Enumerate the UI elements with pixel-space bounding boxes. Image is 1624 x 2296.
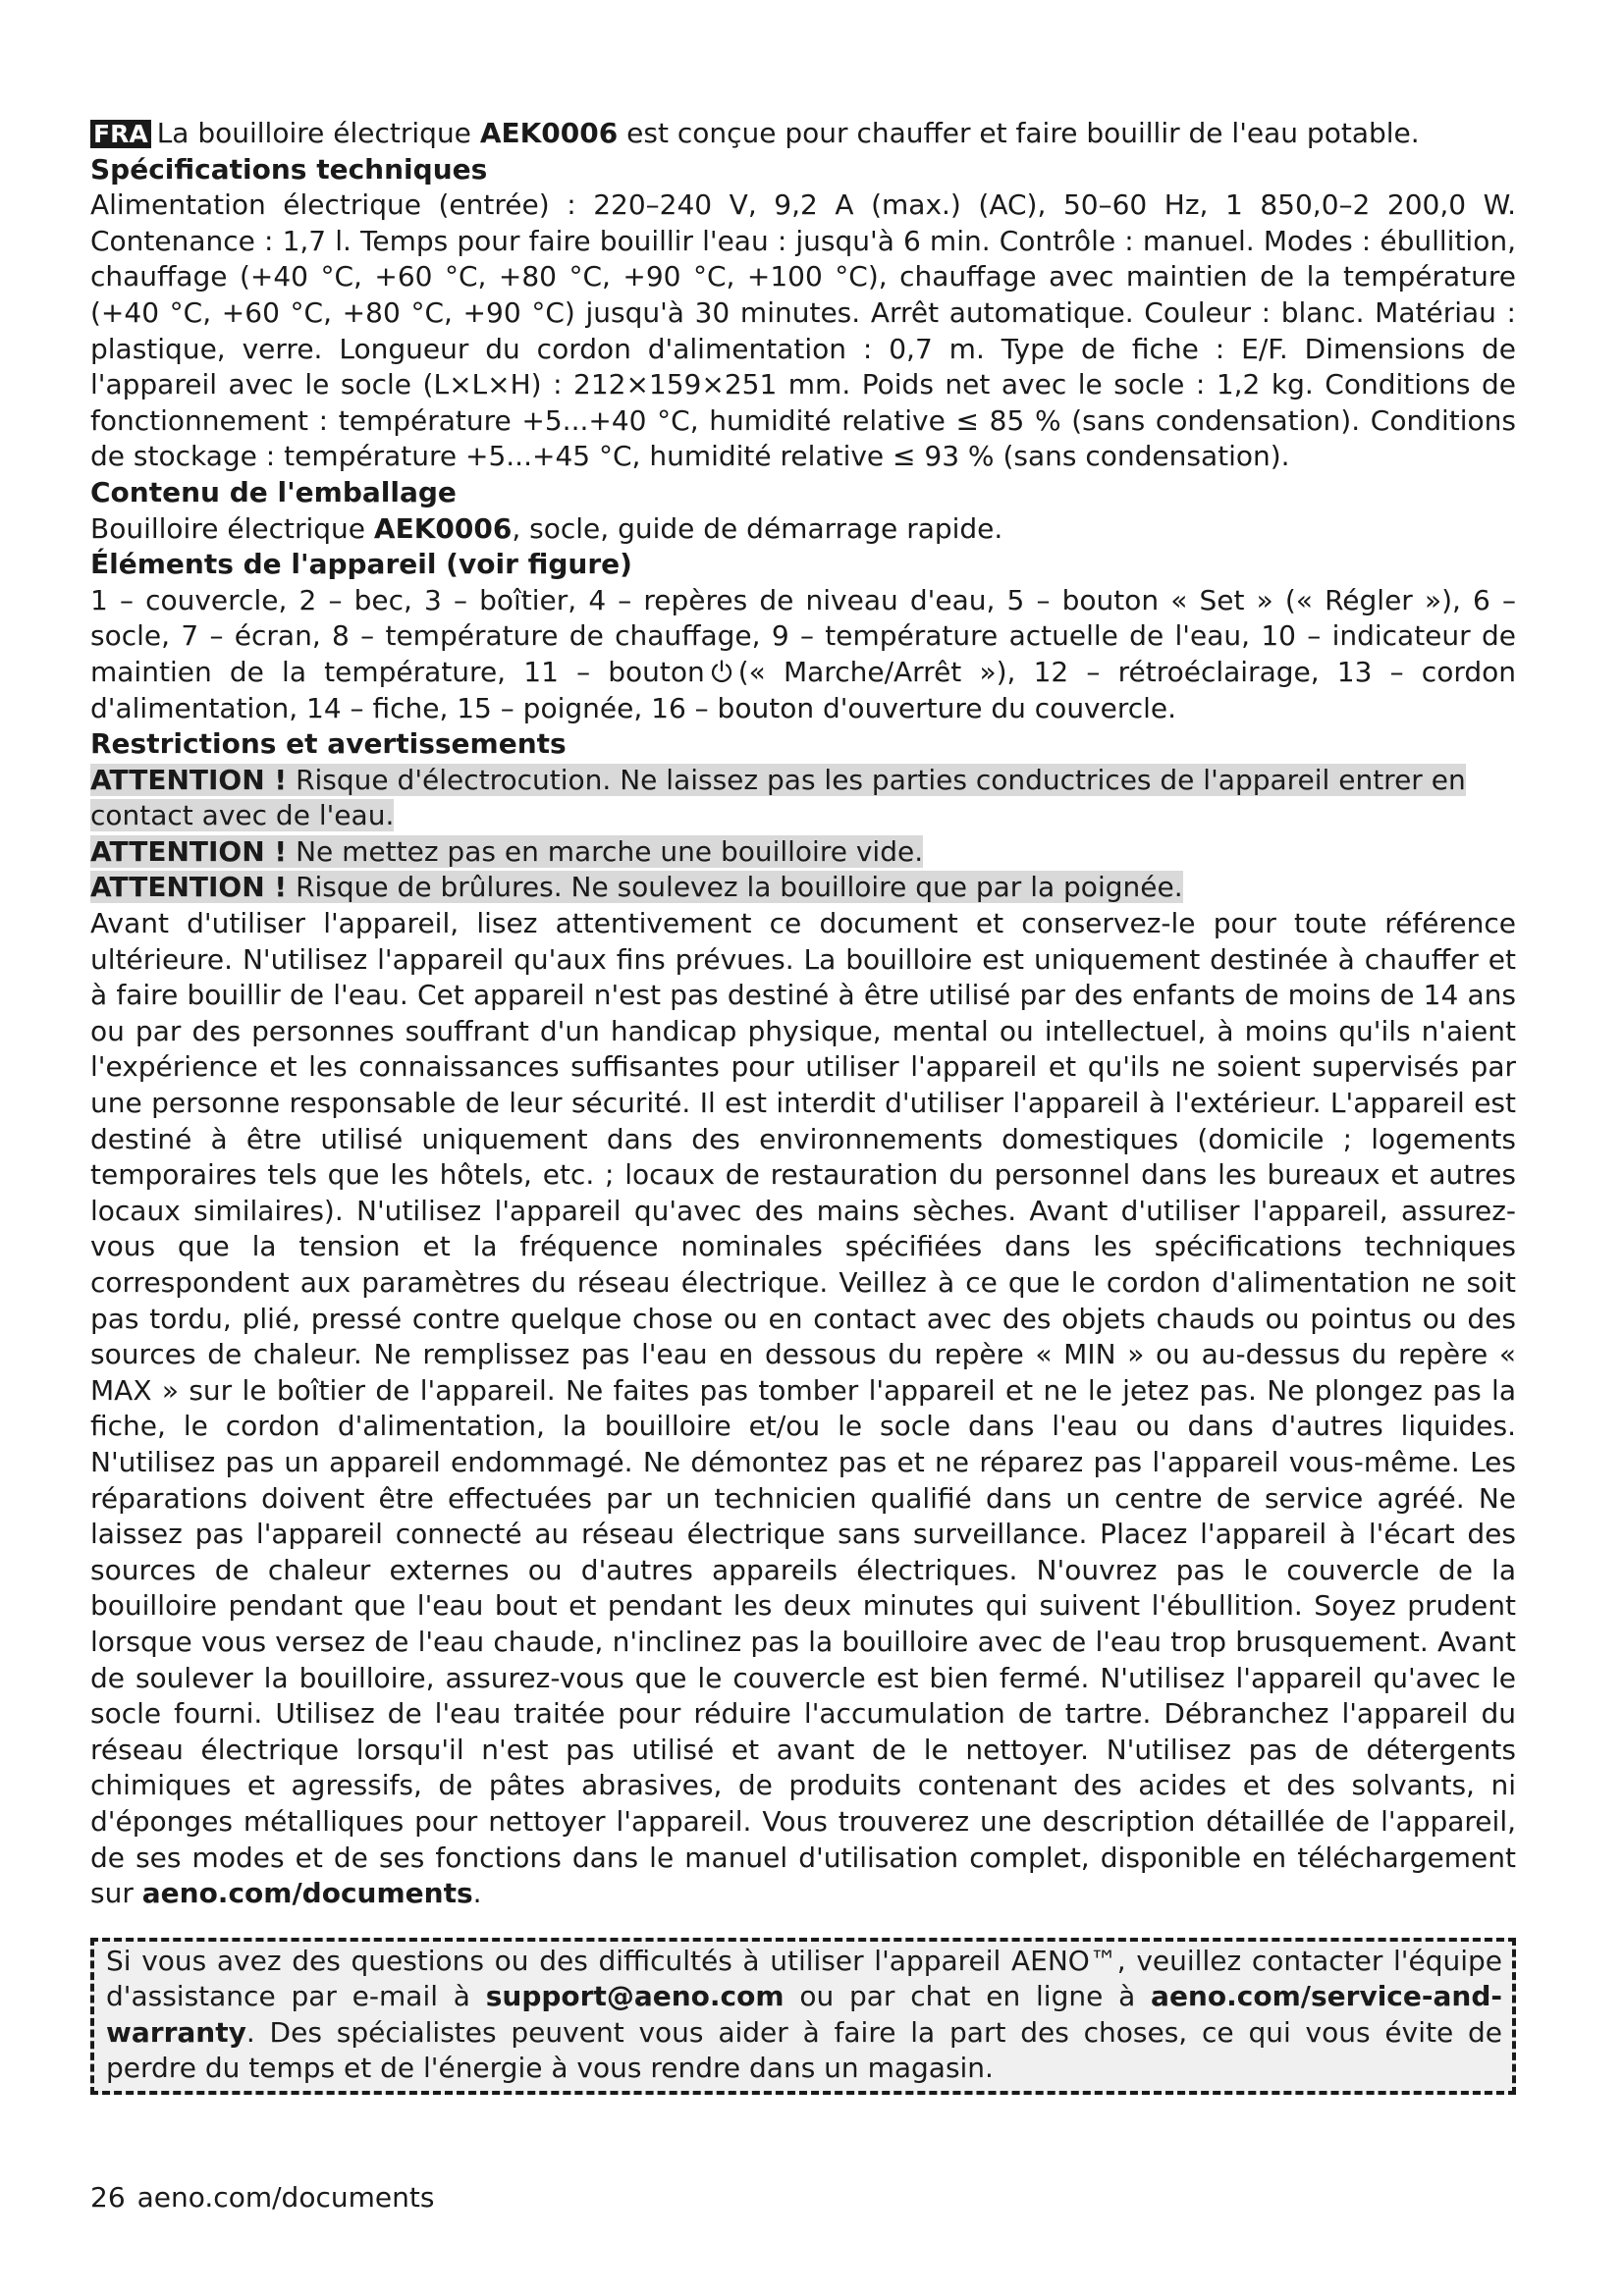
package-text-before: Bouilloire électrique <box>90 511 374 545</box>
package-heading: Contenu de l'emballage <box>90 475 457 508</box>
package-text-after: , socle, guide de démarrage rapide. <box>512 511 1003 545</box>
support-email-link[interactable]: support@aeno.com <box>485 1980 785 2013</box>
support-text-1: Si vous avez des questions ou des difficultés à utiliser l'appareil AENO™, veuillez contacter l'équipe d'assistance par e-mail à <box>106 1944 1502 2013</box>
specs-heading: Spécifications techniques <box>90 152 488 186</box>
warning-3 <box>90 870 1516 906</box>
support-text-3: . Des spécialistes peuvent vous aider à faire la part des choses, ce qui vous évite de perdre du temps et de l'énergie à vous rendre dans un magasin. <box>106 2015 1502 2085</box>
warning-1 <box>90 763 1516 834</box>
parts-text-after: (« Marche/Arrêt »), 12 – rétroéclairage, 13 – cordon d'alimentation, 14 – fiche, 15 – poignée, 16 – bouton d'ouverture du couvercle. <box>90 655 1516 724</box>
safety-body-main: Avant d'utiliser l'appareil, lisez attentivement ce document et conservez-le pour toute référence ultérieure. N'utilisez l'appareil qu'aux fins prévues. La bouilloire est uniquement destinée à chauffer et à faire bouillir de l'eau. Cet appareil n'est pas destiné à être utilisé par des enfants de moins de 14 ans ou par des personnes souffrant d'un handicap physique, mental ou intellectuel, à moins qu'ils n'aient l'expérience et les connaissances suffisantes pour utiliser l'appareil et qu'ils ne soient supervisés par une personne responsable de leur sécurité. Il est interdit d'utiliser l'appareil à l'extérieur. L'appareil est destiné à être utilisé uniquement dans des environnements domestiques (domicile ; logements temporaires tels que les hôtels, etc. ; locaux de restauration du personnel dans les bureaux et autres locaux similaires). N'utilisez l'appareil qu'avec des mains sèches. Avant d'utiliser l'appareil, assurez-vous que la tension et la fréquence nominales spécifiées dans les spécifications techniques correspondent aux paramètres du réseau électrique. Veillez à ce que le cordon d'alimentation ne soit pas tordu, plié, pressé contre quelque chose ou en contact avec des objets chauds ou pointus ou des sources de chaleur. Ne remplissez pas l'eau en dessous du repère « MIN » ou au-dessus du repère « MAX » sur le boîtier de l'appareil. Ne faites pas tomber l'appareil et ne le jetez pas. Ne plongez pas la fiche, le cordon d'alimentation, la bouilloire et/ou le socle dans l'eau ou dans d'autres liquides. N'utilisez pas un appareil endommagé. Ne démontez pas et ne réparez pas l'appareil vous-même. Les réparations doivent être effectuées par un technicien qualifié dans un centre de service agréé. Ne laissez pas l'appareil connecté au réseau électrique sans surveillance. Placez l'appareil à l'écart des sources de chaleur externes ou d'autres appareils électriques. N'ouvrez pas le couvercle de la bouilloire pendant que l'eau bout et pendant les deux minutes qui suivent l'ébullition. Soyez prudent lorsque vous versez de l'eau chaude, n'inclinez pas la bouilloire avec de l'eau trop brusquement. Avant de soulever la bouilloire, assurez-vous que le couvercle est bien fermé. N'utilisez l'appareil qu'avec le socle fourni. Utilisez de l'eau traitée pour réduire l'accumulation de tartre. Débranchez l'appareil du réseau électrique lorsqu'il n'est pas utilisé et avant de le nettoyer. N'utilisez pas de détergents chimiques et agressifs, de pâtes abrasives, de produits contenant des acides et des solvants, ni d'éponges métalliques pour nettoyer l'appareil. Vous trouverez une description détaillée de l'appareil, de ses modes et de ses fonctions dans le manuel d'utilisation complet, disponible en téléchargement sur <box>90 907 1516 1910</box>
warning-text: Ne mettez pas en marche une bouilloire vide. <box>287 834 924 868</box>
intro-text-before: La bouilloire électrique <box>156 117 480 149</box>
specs-text: Alimentation électrique (entrée) : 220–240 V, 9,2 A (max.) (AC), 50–60 Hz, 1 850,0–2 200,0 W. Contenance : 1,7 l. Temps pour faire bouillir l'eau : jusqu'à 6 min. Contrôle : manuel. Modes : ébullition, chauffage (+40 °C, +60 °C, +80 °C, +90 °C, +100 °C), chauffage avec maintien de la température (+40 °C, +60 °C, +80 °C, +90 °C) jusqu'à 30 minutes. Arrêt automatique. Couleur : blanc. Matériau : plastique, verre. Longueur du cordon d'alimentation : 0,7 m. Type de fiche : E/F. Dimensions de l'appareil avec le socle (L×L×H) : 212×159×251 mm. Poids net avec le socle : 1,2 kg. Conditions de fonctionnement : température +5...+40 °C, humidité relative ≤ 85 % (sans condensation). Conditions de stockage : température +5...+45 °C, humidité relative ≤ 93 % (sans condensation). <box>90 188 1516 473</box>
safety-body-text <box>90 906 1516 1912</box>
documents-link[interactable]: aeno.com/documents <box>141 1877 473 1910</box>
restrictions-heading: Restrictions et avertissements <box>90 727 567 761</box>
power-icon <box>709 658 734 683</box>
intro-model: AEK0006 <box>479 117 619 149</box>
intro-paragraph <box>90 116 1516 152</box>
language-tag: FRA <box>90 120 151 148</box>
parts-text-before: 1 – couvercle, 2 – bec, 3 – boîtier, 4 – repères de niveau d'eau, 5 – bouton « Set » (« Régler »), 6 – socle, 7 – écran, 8 – température de chauffage, 9 – température actuelle de l'eau, 10 – indicateur de maintien de la température, 11 – bouton <box>90 583 1516 688</box>
page-number: 26 <box>90 2181 126 2214</box>
warning-2 <box>90 834 1516 871</box>
service-warranty-link[interactable]: aeno.com/service-and-warranty <box>106 1980 1502 2049</box>
footer-url: aeno.com/documents <box>136 2181 435 2214</box>
intro-text-after: est conçue pour chauffer et faire bouillir de l'eau potable. <box>618 117 1420 149</box>
warning-text: Risque de brûlures. Ne soulevez la bouilloire que par la poignée. <box>287 871 1183 904</box>
document-page <box>90 116 1516 2095</box>
warning-label: ATTENTION ! <box>90 834 288 868</box>
support-box <box>90 1938 1516 2095</box>
warning-label: ATTENTION ! <box>90 763 288 796</box>
package-text <box>90 511 1516 548</box>
support-text-2: ou par chat en ligne à <box>784 1980 1152 2013</box>
parts-heading: Éléments de l'appareil (voir figure) <box>90 548 632 581</box>
warning-label: ATTENTION ! <box>90 871 288 904</box>
page-footer <box>90 2180 434 2216</box>
parts-text <box>90 583 1516 726</box>
package-model: AEK0006 <box>373 511 513 545</box>
warning-text: Risque d'électrocution. Ne laissez pas les parties conductrices de l'appareil entrer en contact avec de l'eau. <box>90 763 1466 832</box>
safety-body-end: . <box>472 1877 482 1910</box>
